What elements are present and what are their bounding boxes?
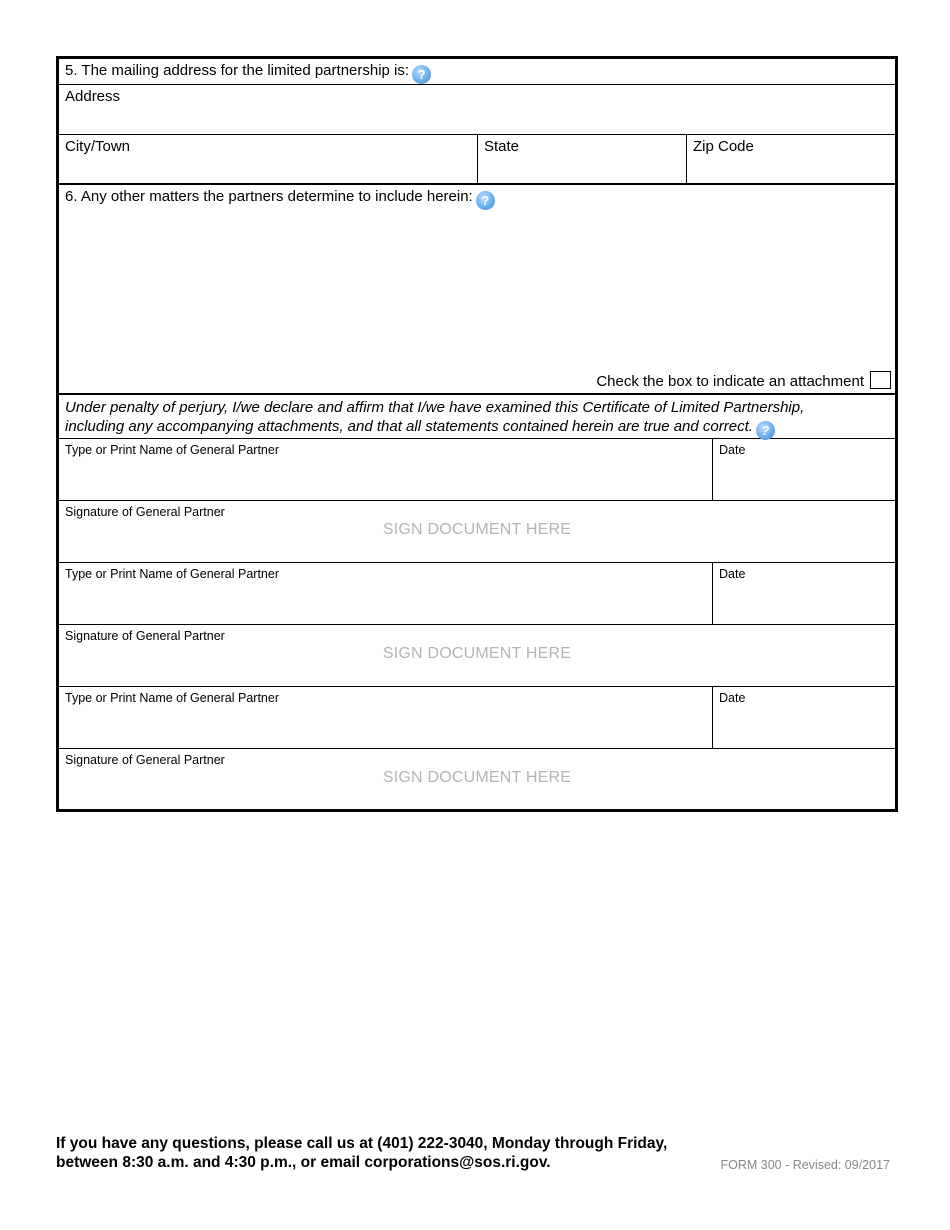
section-5-heading-row xyxy=(59,59,895,85)
help-icon[interactable]: ? xyxy=(756,421,775,440)
signature-label: Signature of General Partner xyxy=(65,629,225,643)
footer-line-1: If you have any questions, please call us at (401) 222-3040, Monday through Friday, xyxy=(56,1135,668,1152)
state-label: State xyxy=(484,138,520,155)
date-label: Date xyxy=(719,567,746,581)
partner-2-date-cell xyxy=(712,563,895,624)
address-input[interactable] xyxy=(63,109,891,131)
attachment-label: Check the box to indicate an attachment xyxy=(596,373,864,390)
partner-2-name-input[interactable] xyxy=(63,599,708,621)
partner-name-label: Type or Print Name of General Partner xyxy=(65,443,279,457)
city-input[interactable] xyxy=(63,158,473,180)
perjury-statement xyxy=(59,395,895,440)
partner-2-date-input[interactable] xyxy=(717,599,891,621)
sign-document-field[interactable]: SIGN DOCUMENT HERE xyxy=(382,769,572,786)
state-cell xyxy=(477,135,686,183)
partner-1-name-row xyxy=(59,439,895,501)
date-label: Date xyxy=(719,443,746,457)
attachment-checkbox[interactable] xyxy=(870,371,891,389)
partner-1-signature-row xyxy=(59,501,895,563)
sign-document-field[interactable]: SIGN DOCUMENT HERE xyxy=(382,521,572,538)
section-6-row xyxy=(59,185,895,395)
help-icon[interactable]: ? xyxy=(412,65,431,84)
zip-label: Zip Code xyxy=(693,138,754,155)
section-5-heading: 5. The mailing address for the limited partnership is: ? xyxy=(59,59,895,84)
partner-1-date-cell xyxy=(712,439,895,500)
date-label: Date xyxy=(719,691,746,705)
zip-cell xyxy=(686,135,895,183)
state-input[interactable] xyxy=(482,158,682,180)
partner-1-name-cell xyxy=(59,439,712,500)
city-state-zip-row xyxy=(59,135,895,185)
zip-input[interactable] xyxy=(691,158,891,180)
partner-3-name-cell xyxy=(59,687,712,748)
partner-3-name-input[interactable] xyxy=(63,723,708,745)
city-cell xyxy=(59,135,477,183)
partner-1-name-input[interactable] xyxy=(63,475,708,497)
footer-line-2: between 8:30 a.m. and 4:30 p.m., or email corporations@sos.ri.gov. xyxy=(56,1154,551,1171)
sign-document-field[interactable]: SIGN DOCUMENT HERE xyxy=(382,645,572,662)
perjury-row xyxy=(59,395,895,439)
partner-3-date-input[interactable] xyxy=(717,723,891,745)
partner-3-date-cell xyxy=(712,687,895,748)
signature-label: Signature of General Partner xyxy=(65,505,225,519)
partner-name-label: Type or Print Name of General Partner xyxy=(65,691,279,705)
perjury-line-1: Under penalty of perjury, I/we declare and affirm that I/we have examined this Certificate of Limited Partnership, xyxy=(65,399,805,416)
partner-3-signature-row xyxy=(59,749,895,809)
partner-1-date-input[interactable] xyxy=(717,475,891,497)
other-matters-textarea[interactable] xyxy=(63,213,891,367)
contact-footer xyxy=(56,1134,667,1172)
section-6-heading: 6. Any other matters the partners determine to include herein: ? xyxy=(59,185,895,210)
partner-2-signature-row xyxy=(59,625,895,687)
address-row xyxy=(59,85,895,135)
partner-name-label: Type or Print Name of General Partner xyxy=(65,567,279,581)
perjury-line-2: including any accompanying attachments, and that all statements contained herein are true and correct. xyxy=(65,418,753,435)
city-label: City/Town xyxy=(65,138,131,155)
partner-2-name-row xyxy=(59,563,895,625)
partner-3-name-row xyxy=(59,687,895,749)
signature-label: Signature of General Partner xyxy=(65,753,225,767)
form-number: FORM 300 - Revised: 09/2017 xyxy=(720,1158,890,1172)
form-table xyxy=(56,56,898,812)
help-icon[interactable]: ? xyxy=(476,191,495,210)
partner-2-name-cell xyxy=(59,563,712,624)
attachment-checkbox-group xyxy=(596,371,891,391)
address-label: Address xyxy=(65,88,121,105)
